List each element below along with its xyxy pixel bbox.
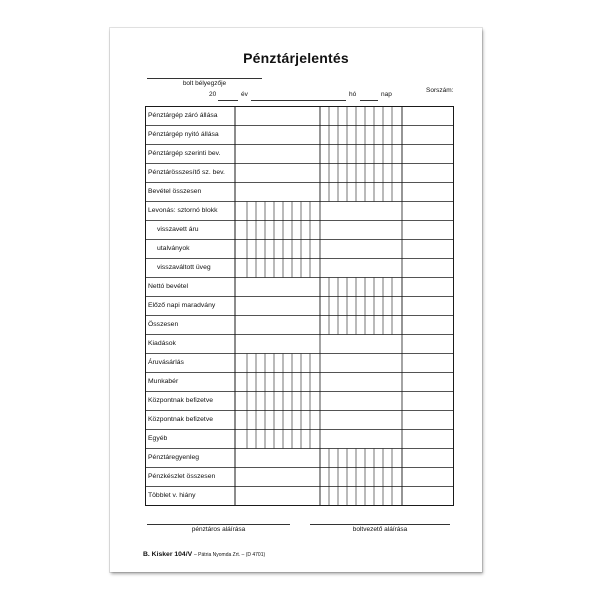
year-label: év xyxy=(241,91,248,98)
cashier-signature-label: pénztáros aláírása xyxy=(191,526,246,533)
row-label: Pénzkészlet összesen xyxy=(148,473,216,480)
stamp-line xyxy=(147,78,262,79)
year-field[interactable] xyxy=(218,100,238,101)
manager-signature-label: boltvezető aláírása xyxy=(352,526,408,533)
row-label: Bevétel összesen xyxy=(148,188,202,195)
row-label: Pénztárgép nyitó állása xyxy=(148,131,219,138)
day-field[interactable] xyxy=(360,100,378,101)
form-code: B. Kisker 104/V xyxy=(143,551,193,558)
row-label: Összesen xyxy=(148,321,179,328)
row-label: Kiadások xyxy=(148,340,176,347)
manager-signature-line[interactable] xyxy=(310,524,450,525)
row-label: utalványok xyxy=(157,245,190,252)
row-label: Központnak befizetve xyxy=(148,416,213,423)
row-label: Pénztárgép záró állása xyxy=(148,112,218,119)
form-title: Pénztárjelentés xyxy=(243,50,349,66)
row-label: visszavett áru xyxy=(157,226,199,233)
publisher-info: – Pátria Nyomda Zrt. – (D 4701) xyxy=(194,552,266,558)
row-label: Előző napi maradvány xyxy=(148,302,216,309)
row-label: visszaváltott üveg xyxy=(157,264,211,271)
day-label: nap xyxy=(381,91,392,98)
row-label: Pénztárösszesítő sz. bev. xyxy=(148,169,225,176)
row-label: Többlet v. hiány xyxy=(148,492,196,499)
cashier-signature-line[interactable] xyxy=(147,524,290,525)
row-label: Egyéb xyxy=(148,435,168,442)
row-label: Munkabér xyxy=(148,378,179,385)
serial-number-label: Sorszám: xyxy=(426,87,454,94)
row-label: Nettó bevétel xyxy=(148,283,189,290)
month-field[interactable] xyxy=(251,100,346,101)
month-label: hó xyxy=(349,91,357,98)
row-label: Pénztáregyenleg xyxy=(148,454,200,461)
stamp-label: bolt bélyegzője xyxy=(182,80,227,87)
form-footer xyxy=(143,551,265,558)
row-label: Áruvásárlás xyxy=(148,359,184,366)
row-label: Levonás: sztornó blokk xyxy=(148,207,218,214)
date-prefix: 20 xyxy=(209,91,217,98)
form-sheet xyxy=(110,28,482,572)
row-label: Pénztárgép szerinti bev. xyxy=(148,150,221,157)
row-label: Központnak befizetve xyxy=(148,397,213,404)
